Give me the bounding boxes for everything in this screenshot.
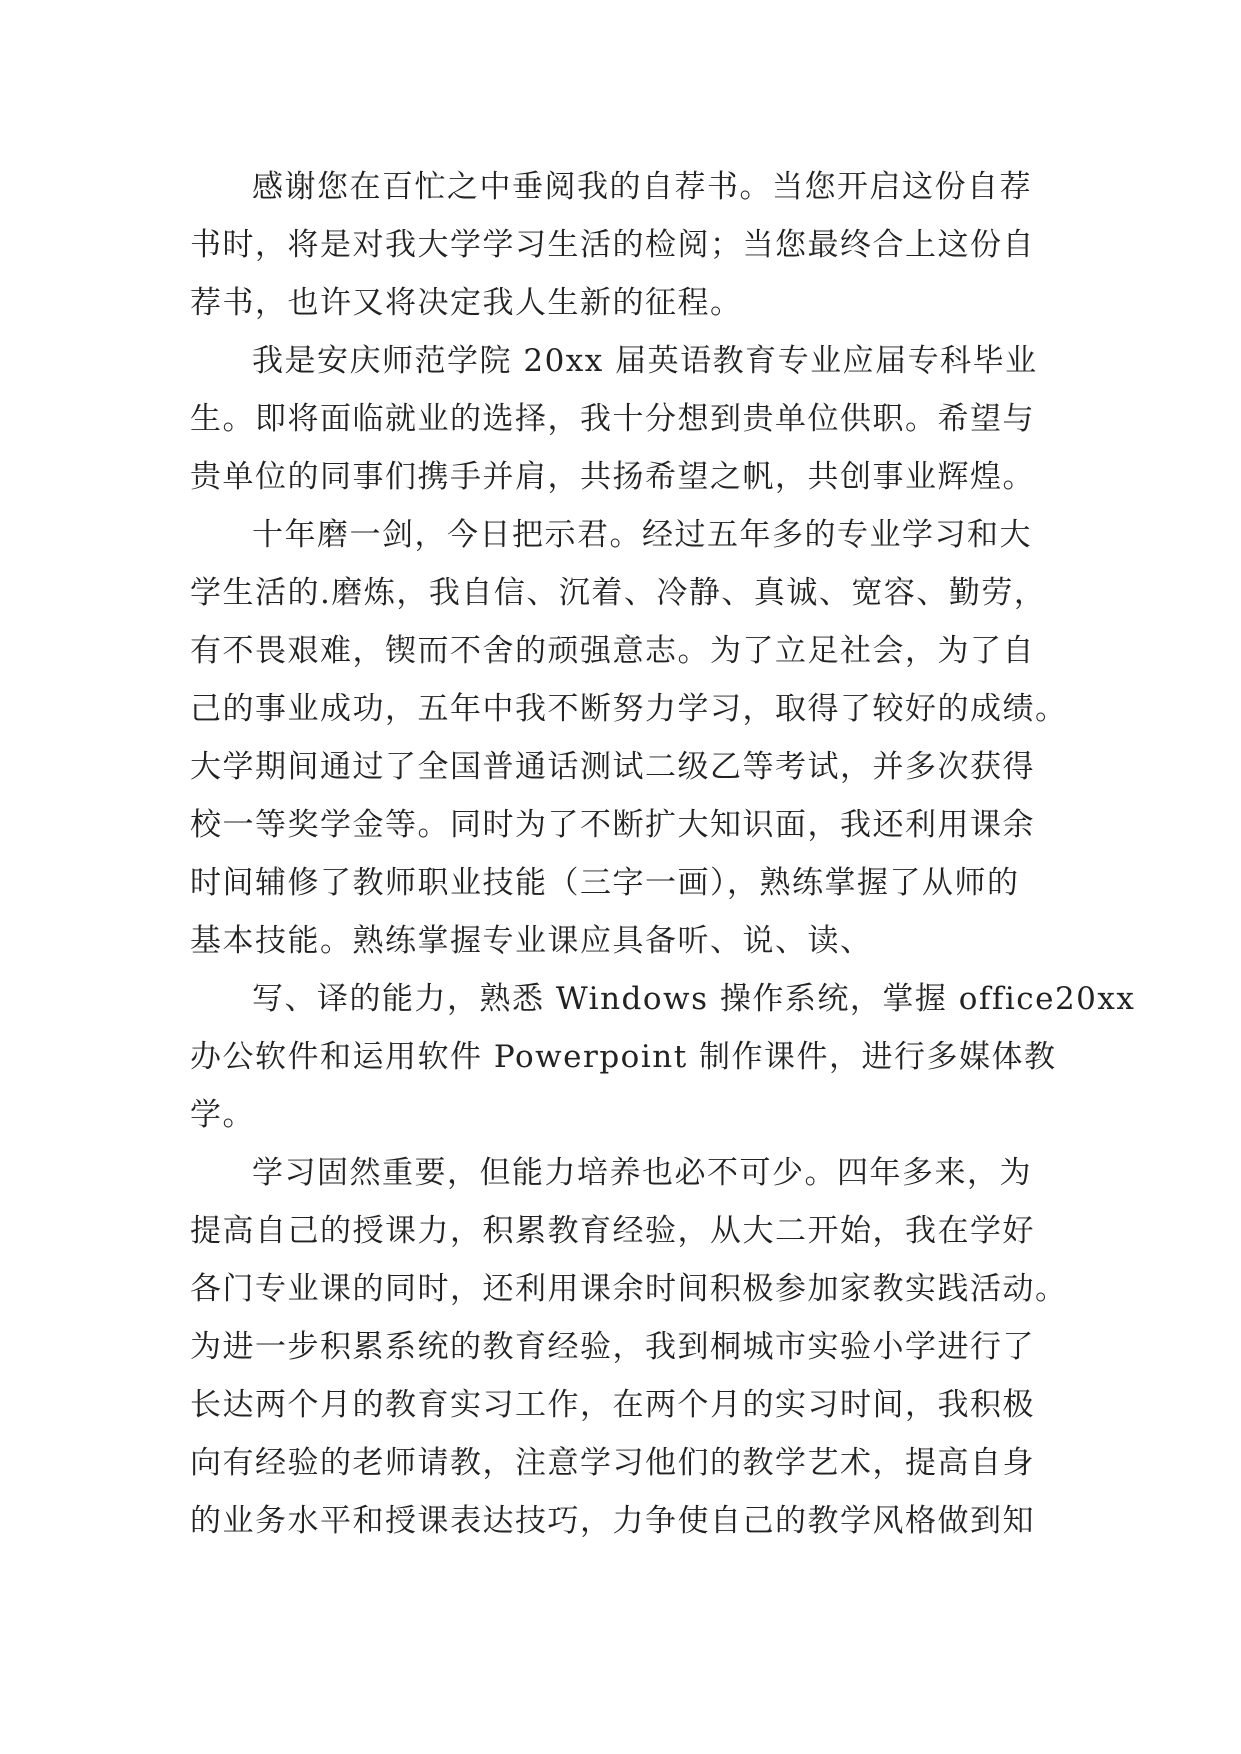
paragraph-5-line-2: 提高自己的授课力，积累教育经验，从大二开始，我在学好	[190, 1213, 1035, 1249]
paragraph-3-line-1: 十年磨一剑，今日把示君。经过五年多的专业学习和大	[252, 517, 1032, 553]
paragraph-2-line-1: 我是安庆师范学院 20xx 届英语教育专业应届专科毕业	[252, 343, 1038, 379]
paragraph-5-line-6: 向有经验的老师请教，注意学习他们的教学艺术，提高自身	[190, 1445, 1035, 1481]
paragraph-1-line-3: 荐书，也许又将决定我人生新的征程。	[190, 285, 743, 321]
paragraph-5-line-1: 学习固然重要，但能力培养也必不可少。四年多来，为	[252, 1155, 1032, 1191]
paragraph-5-line-4: 为进一步积累系统的教育经验，我到桐城市实验小学进行了	[190, 1329, 1035, 1365]
paragraph-3-line-6: 校一等奖学金等。同时为了不断扩大知识面，我还利用课余	[190, 807, 1035, 843]
paragraph-4-line-3: 学。	[190, 1097, 255, 1133]
document-body	[190, 158, 1136, 1550]
paragraph-2-line-3: 贵单位的同事们携手并肩，共扬希望之帆，共创事业辉煌。	[190, 459, 1035, 495]
paragraph-1-line-1: 感谢您在百忙之中垂阅我的自荐书。当您开启这份自荐	[252, 169, 1032, 205]
paragraph-5-line-5: 长达两个月的教育实习工作，在两个月的实习时间，我积极	[190, 1387, 1035, 1423]
paragraph-1-line-2: 书时，将是对我大学学习生活的检阅；当您最终合上这份自	[190, 227, 1035, 263]
paragraph-3-line-4: 己的事业成功，五年中我不断努力学习，取得了较好的成绩。	[190, 691, 1068, 727]
paragraph-3-line-3: 有不畏艰难，锲而不舍的顽强意志。为了立足社会，为了自	[190, 633, 1035, 669]
paragraph-3-line-2: 学生活的.磨炼，我自信、沉着、冷静、真诚、宽容、勤劳，	[190, 575, 1047, 611]
paragraph-2-line-2: 生。即将面临就业的选择，我十分想到贵单位供职。希望与	[190, 401, 1035, 437]
paragraph-4-line-1: 写、译的能力，熟悉 Windows 操作系统，掌握 office20xx	[252, 981, 1136, 1017]
paragraph-3-line-8: 基本技能。熟练掌握专业课应具备听、说、读、	[190, 923, 873, 959]
paragraph-3-line-7: 时间辅修了教师职业技能（三字一画），熟练掌握了从师的	[190, 865, 1020, 901]
paragraph-5-line-3: 各门专业课的同时，还利用课余时间积极参加家教实践活动。	[190, 1271, 1068, 1307]
paragraph-3-line-5: 大学期间通过了全国普通话测试二级乙等考试，并多次获得	[190, 749, 1035, 785]
paragraph-5-line-7: 的业务水平和授课表达技巧，力争使自己的教学风格做到知	[190, 1503, 1035, 1539]
paragraph-4-line-2: 办公软件和运用软件 Powerpoint 制作课件，进行多媒体教	[190, 1039, 1057, 1075]
